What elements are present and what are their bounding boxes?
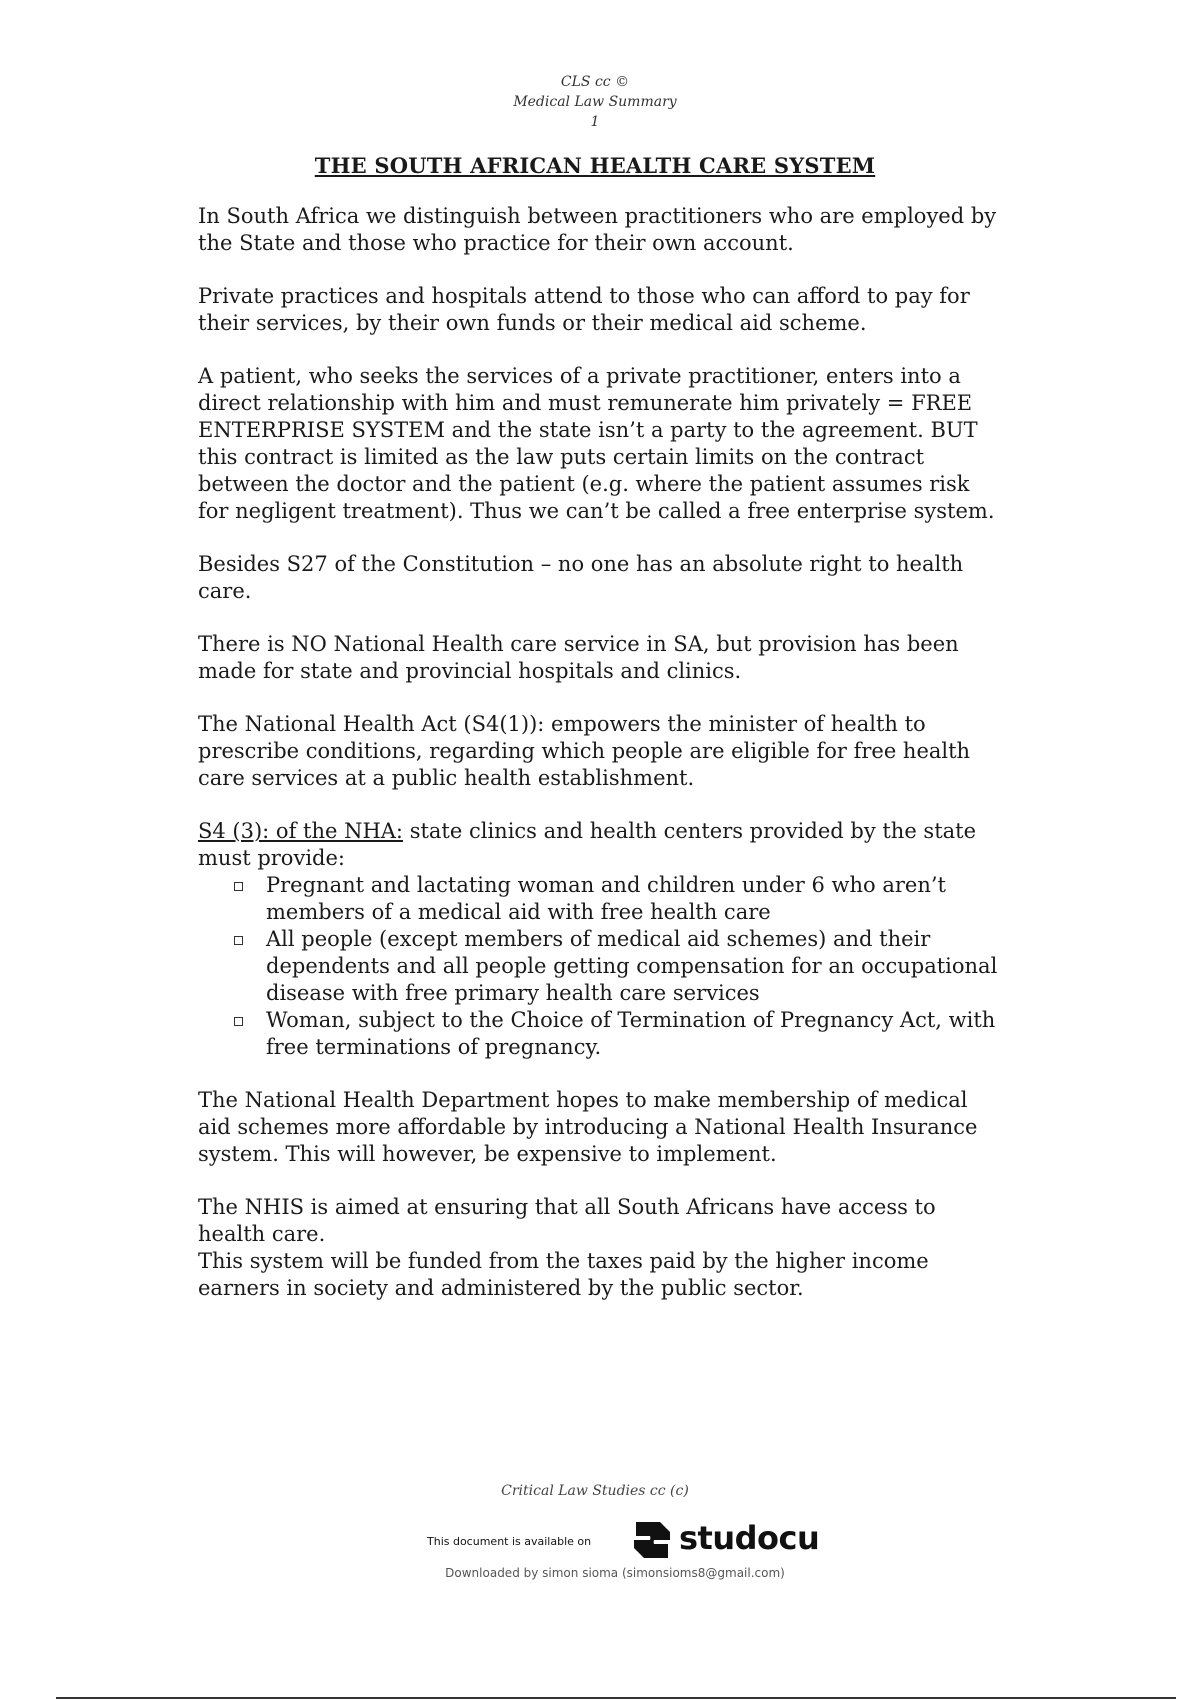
header-company: CLS cc © [560,74,630,90]
paragraph-1: In South Africa we distinguish between practitioners who are employed by the State and those who practice for their own account. [198,204,997,255]
paragraph-2: Private practices and hospitals attend to those who can afford to pay for their services, by their own funds or their medical aid scheme. [198,284,970,335]
header-doc-title: Medical Law Summary [513,94,677,110]
paragraph-8: The National Health Department hopes to make membership of medical aid schemes more affordable by introducing a National Health Insurance system. This will however, be expensive to implement. [198,1088,978,1166]
page-header [0,72,1190,132]
paragraph-7-text: state clinics and health centers provided by the state must provide: [198,819,977,870]
download-attribution: Downloaded by simon sioma (simonsioms8@gmail.com) [445,1566,785,1580]
section-reference: S4 (3): of the NHA: [198,819,404,843]
studocu-logo-icon [630,1518,674,1562]
paragraph-4: Besides S27 of the Constitution – no one has an absolute right to health care. [198,552,964,603]
footer-copyright: Critical Law Studies cc (c) [501,1483,689,1499]
paragraph-10: This system will be funded from the taxes paid by the higher income earners in society and administered by the public sector. [198,1249,929,1300]
studocu-logo-text: studocu [679,1519,820,1557]
document-title: THE SOUTH AFRICAN HEALTH CARE SYSTEM [314,153,876,178]
list-item: All people (except members of medical aid schemes) and their dependents and all people getting compensation for an occupational disease with free primary health care services [266,927,998,1005]
paragraph-9: The NHIS is aimed at ensuring that all South Africans have access to health care. [198,1195,936,1246]
availability-text: This document is available on [427,1535,592,1548]
list-item: Pregnant and lactating woman and children under 6 who aren’t members of a medical aid with free health care [266,872,998,926]
bottom-divider [56,1697,1176,1699]
paragraph-3: A patient, who seeks the services of a private practitioner, enters into a direct relationship with him and must remunerate him privately = FREE ENTERPRISE SYSTEM and the state isn’t a party to the agreement. BUT this contract is limited as the law puts certain limits on the contract between the doctor and the patient (e.g. where the patient assumes risk for negligent treatment). Thus we can’t be called a free enterprise system. [198,364,995,523]
paragraph-5: There is NO National Health care service in SA, but provision has been made for state and provincial hospitals and clinics. [198,632,959,683]
list-item: Woman, subject to the Choice of Termination of Pregnancy Act, with free terminations of pregnancy. [266,1007,998,1061]
document-body [198,203,998,1328]
provision-list [198,872,998,1061]
header-page-number: 1 [590,114,600,130]
studocu-banner[interactable] [420,1516,820,1566]
paragraph-6: The National Health Act (S4(1)): empowers the minister of health to prescribe conditions, regarding which people are eligible for free health care services at a public health establishment. [198,712,971,790]
paragraph-7 [198,818,998,872]
